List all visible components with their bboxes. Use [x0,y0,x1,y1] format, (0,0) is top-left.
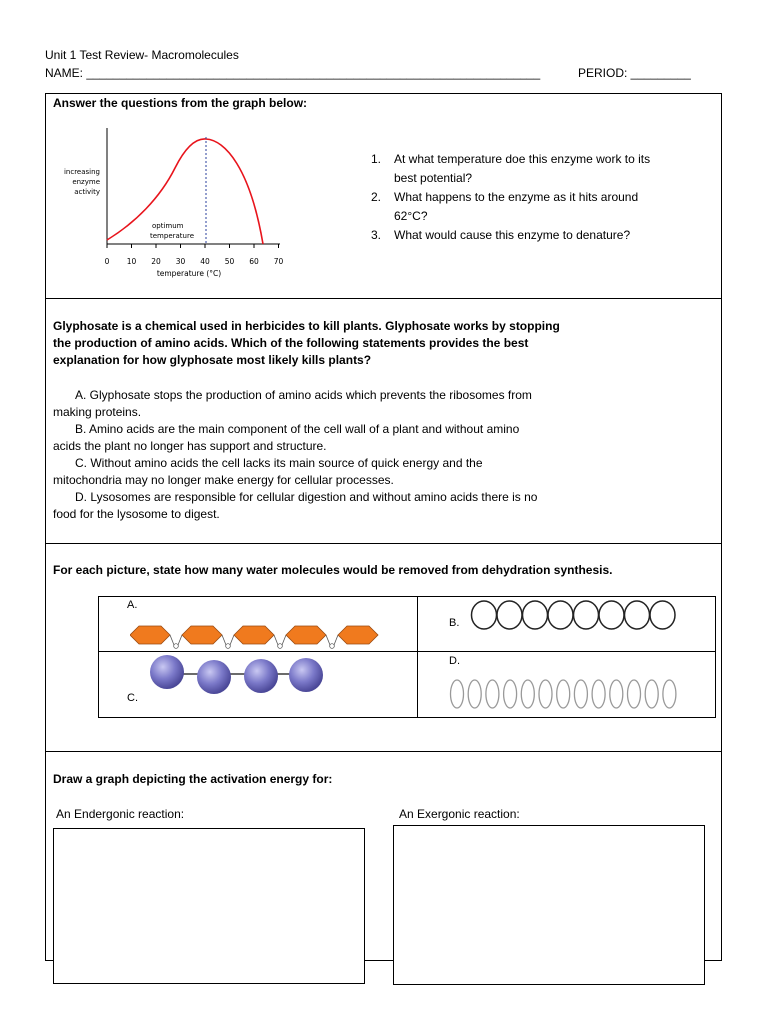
sphere-chain [146,652,328,698]
label-c: C. [127,692,138,704]
monomer-oval [574,680,587,708]
optimum-label-1: optimum [152,222,184,230]
monomer-hexagon [182,626,222,644]
question-line: the production of amino acids. Which of the following statements provides the best [53,336,529,350]
monomer-oval [504,680,517,708]
y-axis-label-2: enzyme [72,178,100,186]
x-tick-label: 70 [273,257,284,266]
monomer-ring [574,601,599,629]
monomer-hexagon [234,626,274,644]
question-number: 2. [371,190,382,204]
ring-chain-d [447,676,687,712]
page-title: Unit 1 Test Review- Macromolecules [45,48,239,62]
question-line: Glyphosate is a chemical used in herbicides to kill plants. Glyphosate works by stopping [53,319,560,333]
x-tick-label: 0 [104,257,110,266]
label-a: A. [127,599,138,611]
bond-line [222,635,226,645]
bond-line [170,635,174,645]
monomer-sphere [289,658,323,692]
endergonic-label: An Endergonic reaction: [56,807,185,821]
dehydration-heading: For each picture, state how many water molecules would be removed from dehydration synthesis. [53,563,613,577]
exergonic-drawing-box[interactable] [393,825,705,985]
question-text: best potential? [394,171,473,185]
monomer-oval [521,680,534,708]
option-d[interactable]: D. Lysosomes are responsible for cellular digestion and without amino acids there is no food for the lysosome to digest. [53,490,538,521]
x-tick-label: 40 [200,257,210,266]
enzyme-activity-graph [50,128,300,280]
monomer-ring [472,601,497,629]
x-axis-label: temperature (°C) [156,269,222,278]
enzyme-activity-curve [107,139,263,244]
oxygen-atom [330,644,335,649]
x-tick-label: 10 [126,257,137,266]
ring-chain-b [470,597,680,635]
monomer-oval [663,680,676,708]
option-b[interactable]: B. Amino acids are the main component of the cell wall of a plant and without amino acids the plant no longer has support and structure. [53,422,520,453]
period-field[interactable]: PERIOD: _________ [578,66,691,80]
question-number: 1. [371,152,382,166]
monomer-ring [625,601,650,629]
glyphosate-question [53,318,653,369]
label-d: D. [449,655,460,667]
x-tick-label: 20 [151,257,161,266]
monomer-ring [599,601,624,629]
monomer-oval [628,680,641,708]
option-c[interactable]: C. Without amino acids the cell lacks its main source of quick energy and the mitochondria may no longer make energy for cellular processes. [53,456,483,487]
bond-line [334,635,338,645]
bond-line [178,635,182,645]
monomer-sphere [244,659,278,693]
x-axis-ticks [105,244,284,266]
question-1 [371,150,691,188]
x-tick-label: 60 [249,257,259,266]
monomer-oval [468,680,481,708]
oxygen-atom [174,644,179,649]
monomer-hexagon [130,626,170,644]
graph-questions [371,150,691,245]
monomer-oval [539,680,552,708]
exergonic-label: An Exergonic reaction: [399,807,520,821]
oxygen-atom [278,644,283,649]
x-tick-label: 50 [224,257,235,266]
x-tick-label: 30 [175,257,186,266]
monomer-oval [645,680,658,708]
hexagon-chain [130,620,395,650]
y-axis-label-3: activity [74,188,100,196]
monomer-oval [557,680,570,708]
optimum-label-2: temperature [150,232,194,240]
activation-energy-heading: Draw a graph depicting the activation energy for: [53,772,333,786]
monomer-oval [451,680,464,708]
section-divider [45,298,722,299]
monomer-ring [523,601,548,629]
question-text: 62°C? [394,209,428,223]
y-axis-label-1: increasing [63,168,100,176]
bond-line [274,635,278,645]
question-text: What happens to the enzyme as it hits around [394,190,639,204]
option-a[interactable]: A. Glyphosate stops the production of amino acids which prevents the ribosomes from making proteins. [53,388,532,419]
monomer-sphere [197,660,231,694]
monomer-ring [650,601,675,629]
question-2 [371,188,691,226]
monomer-hexagon [338,626,378,644]
question-text: What would cause this enzyme to denature? [394,228,631,242]
monomer-ring [548,601,573,629]
monomer-ring [497,601,522,629]
monomer-hexagon [286,626,326,644]
question-number: 3. [371,228,382,242]
oxygen-atom [226,644,231,649]
label-b: B. [449,617,460,629]
section-divider [45,543,722,544]
bond-line [230,635,234,645]
question-3 [371,226,691,245]
bond-line [326,635,330,645]
answer-options [53,387,673,523]
question-text: At what temperature doe this enzyme work to its [394,152,651,166]
monomer-sphere [150,655,184,689]
monomer-oval [610,680,623,708]
bond-line [282,635,286,645]
section1-heading: Answer the questions from the graph below: [53,96,308,110]
section-divider [45,751,722,752]
monomer-oval [486,680,499,708]
monomer-oval [592,680,605,708]
endergonic-drawing-box[interactable] [53,828,365,984]
name-field[interactable]: NAME: ____________________________________________________________________ [45,66,541,80]
question-line: explanation for how glyphosate most likely kills plants? [53,353,372,367]
